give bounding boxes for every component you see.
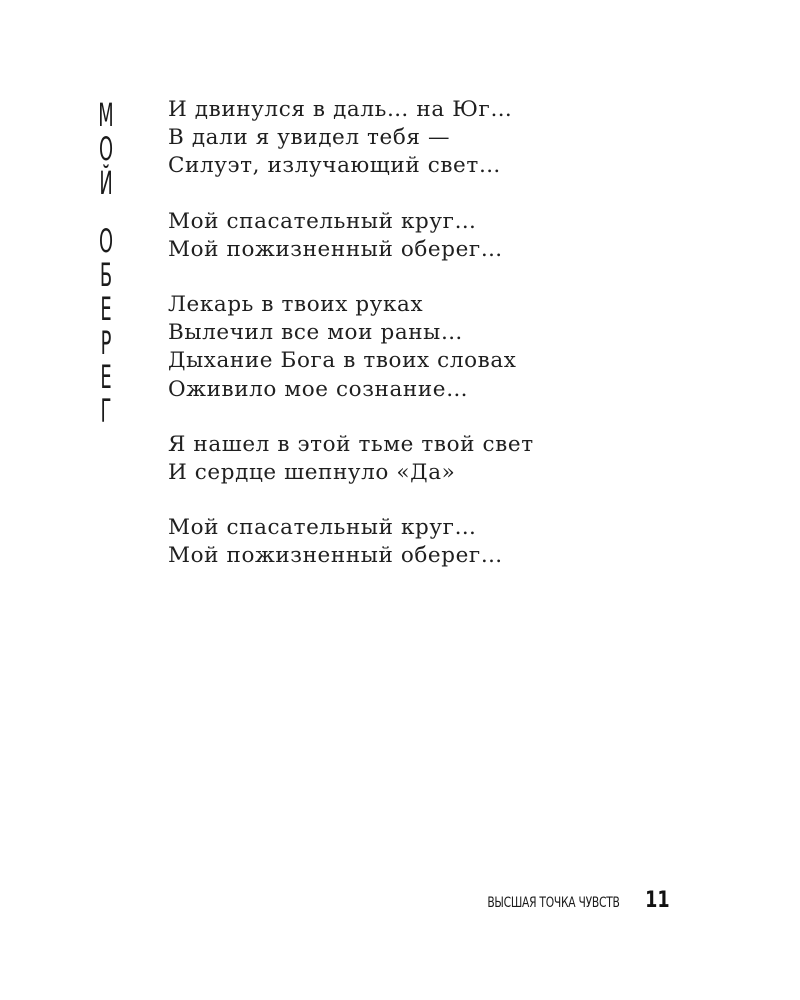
poem-line: Лекарь в твоих руках [168, 292, 424, 318]
page-number: 11 [645, 888, 670, 913]
poem-line: В дали я увидел тебя — [168, 125, 451, 151]
stanza-3 [168, 291, 728, 404]
title-word-2 [86, 224, 126, 428]
title-letter: Р [100, 324, 112, 362]
poem-line: Дыхание Бога в твоих словах [168, 348, 517, 374]
poem-line: Мой пожизненный оберег… [168, 543, 503, 569]
title-letter: О [98, 222, 114, 260]
title-letter: Е [100, 290, 112, 328]
stanza-2 [168, 208, 728, 264]
poem-body [168, 96, 728, 598]
running-footer-book-title: ВЫСШАЯ ТОЧКА ЧУВСТВ [487, 895, 620, 911]
title-letter: Б [99, 256, 113, 294]
poem-line: И двинулся в даль… на Юг… [168, 97, 513, 122]
stanza-1 [168, 96, 728, 181]
poem-line: Мой спасательный круг… [168, 515, 477, 541]
stanza-4 [168, 431, 728, 487]
stanza-5 [168, 514, 728, 570]
title-letter: Г [100, 392, 112, 430]
title-letter: Й [99, 164, 113, 202]
poem-line: Я нашел в этой тьме твой свет [168, 431, 534, 457]
poem-title-vertical [86, 98, 126, 428]
poem-line: Мой спасательный круг… [168, 208, 477, 234]
page-footer [464, 888, 670, 913]
title-letter: О [98, 130, 114, 168]
title-letter: М [98, 96, 114, 134]
poem-line: Мой пожизненный оберег… [168, 236, 503, 262]
title-letter: Е [100, 358, 112, 396]
poem-line: Оживило мое сознание… [168, 376, 469, 402]
poem-line: И сердце шепнуло «Да» [168, 460, 456, 486]
title-word-1 [86, 98, 126, 200]
poem-line: Вылечил все мои раны… [168, 320, 463, 346]
poem-line: Силуэт, излучающий свет… [168, 153, 501, 179]
